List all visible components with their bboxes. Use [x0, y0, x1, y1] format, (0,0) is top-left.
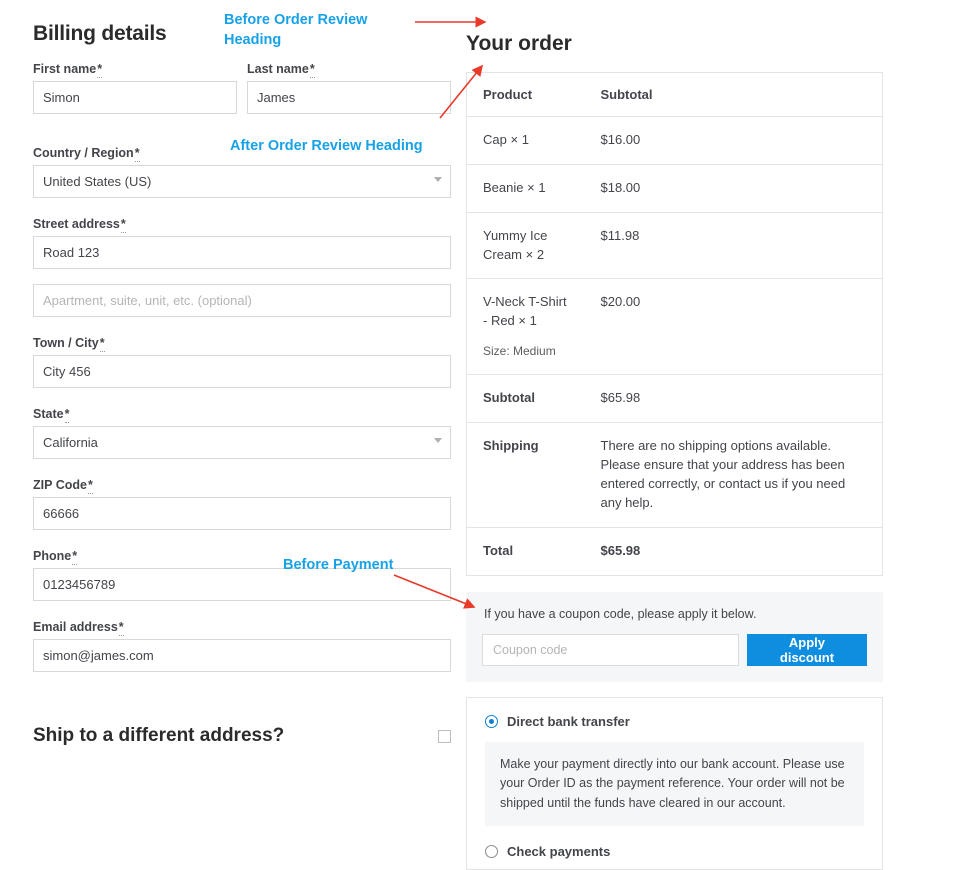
- required-asterisk: *: [134, 146, 140, 160]
- apartment-field-group: [33, 284, 451, 317]
- payment-option-label: Check payments: [507, 844, 611, 860]
- order-item-subtotal: $18.00: [585, 164, 883, 212]
- billing-details-title: Billing details: [33, 22, 167, 45]
- required-asterisk: *: [309, 62, 315, 76]
- table-row: [467, 117, 883, 165]
- annotation-arrow-3: [394, 575, 484, 615]
- order-item-name: Cap × 1: [467, 117, 585, 165]
- country-label: Country / Region*: [33, 146, 140, 160]
- apartment-input[interactable]: Apartment, suite, unit, etc. (optional): [33, 284, 451, 317]
- table-row: [467, 164, 883, 212]
- order-subtotal-row: [467, 375, 883, 423]
- your-order-title: Your order: [466, 32, 572, 55]
- required-asterisk: *: [97, 62, 103, 76]
- required-asterisk: *: [87, 478, 93, 492]
- annotation-arrow-1: [415, 10, 495, 34]
- state-field-group: [33, 407, 451, 459]
- annotation-arrow-2: [438, 60, 513, 120]
- required-asterisk: *: [120, 217, 126, 231]
- state-select[interactable]: California: [33, 426, 451, 459]
- ship-different-label: Ship to a different address?: [33, 725, 285, 746]
- header-product: Product: [467, 73, 585, 117]
- state-select-wrapper[interactable]: [33, 426, 451, 459]
- first-name-field-group: [33, 62, 237, 114]
- ship-different-checkbox[interactable]: [438, 730, 451, 743]
- first-name-input[interactable]: Simon: [33, 81, 237, 114]
- order-item-subtotal: $20.00: [585, 279, 883, 375]
- country-select-wrapper[interactable]: [33, 165, 451, 198]
- order-item-name: Beanie × 1: [467, 164, 585, 212]
- email-input[interactable]: simon@james.com: [33, 639, 451, 672]
- table-row: [467, 279, 883, 375]
- order-item-name: Yummy Ice Cream × 2: [467, 212, 585, 279]
- coupon-code-input[interactable]: Coupon code: [482, 634, 739, 666]
- total-label: Total: [483, 542, 514, 558]
- billing-details-section: [33, 22, 451, 685]
- order-item-variation: Size: Medium: [483, 344, 556, 359]
- zip-field-group: [33, 478, 451, 530]
- coupon-instructions: If you have a coupon code, please apply it below.: [484, 607, 757, 621]
- radio-icon[interactable]: [485, 845, 498, 858]
- apply-discount-button[interactable]: Apply discount: [747, 634, 867, 666]
- payment-description: Make your payment directly into our bank account. Please use your Order ID as the payment reference. Your order will not be shipped until the funds have cleared in our account.: [485, 742, 864, 826]
- zip-label: ZIP Code*: [33, 478, 93, 492]
- radio-icon[interactable]: [485, 715, 498, 728]
- last-name-input[interactable]: James: [247, 81, 451, 114]
- payment-option-label: Direct bank transfer: [507, 714, 630, 729]
- required-asterisk: *: [72, 549, 78, 563]
- header-subtotal: Subtotal: [585, 73, 883, 117]
- last-name-field-group: [247, 62, 451, 114]
- phone-input[interactable]: 0123456789: [33, 568, 451, 601]
- zip-input[interactable]: 66666: [33, 497, 451, 530]
- shipping-value: There are no shipping options available. Please ensure that your address has been entered correctly, or contact us if you need any help.: [585, 423, 883, 527]
- order-review-table: [466, 72, 883, 576]
- email-label: Email address*: [33, 620, 124, 634]
- first-name-label: First name*: [33, 62, 103, 76]
- chevron-down-icon: [434, 177, 442, 182]
- city-field-group: [33, 336, 451, 388]
- required-asterisk: *: [64, 407, 70, 421]
- street-address-label: Street address*: [33, 217, 126, 231]
- payment-option-direct-bank-transfer[interactable]: [485, 714, 864, 729]
- payment-methods-section: [466, 697, 883, 870]
- order-item-subtotal: $11.98: [585, 212, 883, 279]
- street-address-input[interactable]: Road 123: [33, 236, 451, 269]
- subtotal-label: Subtotal: [467, 375, 585, 423]
- annotation-before-payment: Before Payment: [283, 557, 394, 573]
- subtotal-value: $65.98: [585, 375, 883, 423]
- table-row: [467, 212, 883, 279]
- email-field-group: [33, 620, 451, 672]
- total-value: $65.98: [600, 542, 641, 558]
- city-input[interactable]: City 456: [33, 355, 451, 388]
- annotation-after-order-review-heading: After Order Review Heading: [230, 138, 423, 154]
- order-shipping-row: [467, 423, 883, 527]
- coupon-section: [466, 592, 883, 682]
- order-table-header-row: [467, 73, 883, 117]
- chevron-down-icon: [434, 438, 442, 443]
- order-total-row: [467, 527, 883, 575]
- payment-option-check-payments[interactable]: [485, 844, 864, 859]
- street-address-field-group: [33, 217, 451, 269]
- last-name-label: Last name*: [247, 62, 315, 76]
- shipping-label: Shipping: [467, 423, 585, 527]
- required-asterisk: *: [118, 620, 124, 634]
- order-item-name: V-Neck T-Shirt - Red × 1 Size: Medium: [467, 279, 585, 375]
- coupon-form: [482, 634, 867, 666]
- city-label: Town / City*: [33, 336, 105, 350]
- annotation-before-order-review-heading: Before Order Review Heading: [224, 12, 368, 48]
- country-select[interactable]: United States (US): [33, 165, 451, 198]
- phone-label: Phone*: [33, 549, 78, 563]
- your-order-section: [466, 32, 883, 576]
- required-asterisk: *: [99, 336, 105, 350]
- order-item-subtotal: $16.00: [585, 117, 883, 165]
- ship-to-different-address-section: [33, 725, 451, 747]
- state-label: State*: [33, 407, 70, 421]
